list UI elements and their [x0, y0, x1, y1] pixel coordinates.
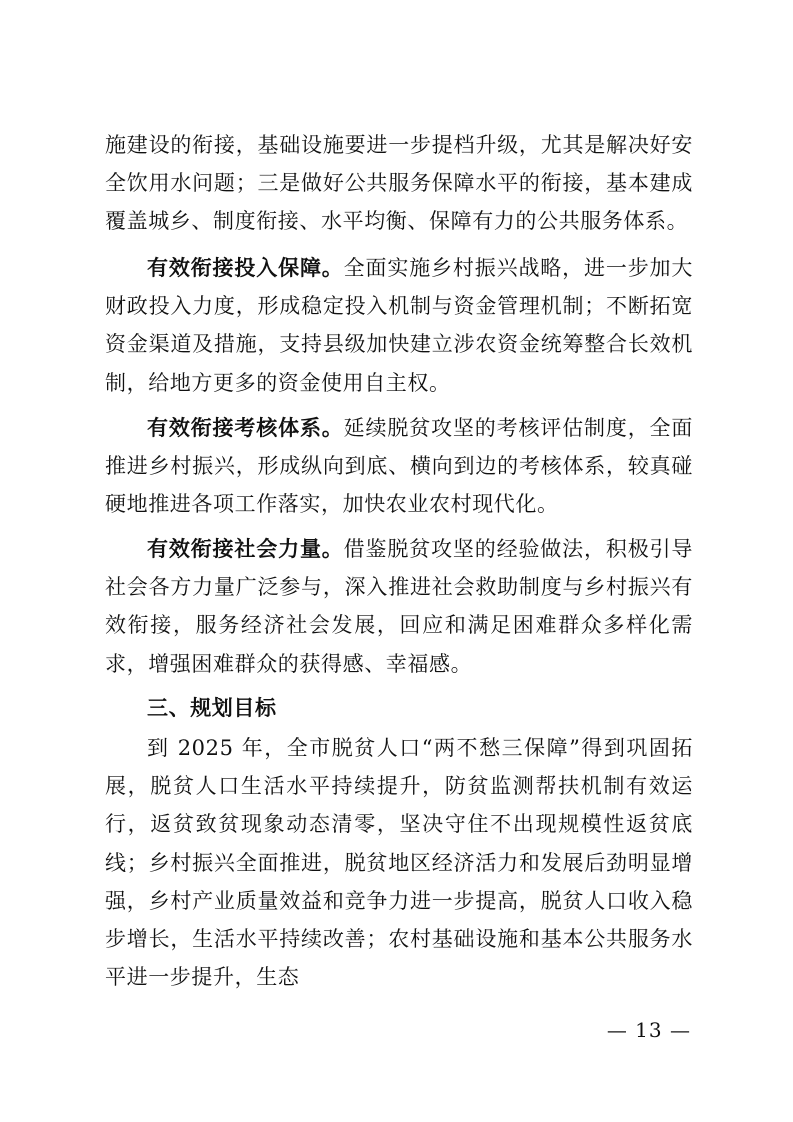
section-heading: 三、规划目标: [147, 696, 277, 720]
paragraph-text: 施建设的衔接，基础设施要进一步提档升级，尤其是解决好安全饮用水问题；三是做好公共服务保障水平的衔接，基本建成覆盖城乡、制度衔接、水平均衡、保障有力的公共服务体系。: [105, 133, 693, 234]
paragraph-public-services: [105, 126, 693, 241]
paragraph-text: 全面实施乡村振兴战略，进一步加大财政投入力度，形成稳定投入机制与资金管理机制；不断拓宽资金渠道及措施，支持县级加快建立涉农资金统筹整合长效机制，给地方更多的资金使用自主权。: [105, 256, 693, 395]
paragraph-investment-guarantee: [105, 249, 693, 402]
paragraph-text: 借鉴脱贫攻坚的经验做法，积极引导社会各方力量广泛参与，深入推进社会救助制度与乡村振兴有效衔接，服务经济社会发展，回应和满足困难群众多样化需求，增强困难群众的获得感、幸福感。: [105, 537, 693, 676]
paragraph-social-forces: [105, 530, 693, 683]
paragraph-lead: 有效衔接社会力量。: [147, 537, 344, 561]
paragraph-lead: 有效衔接考核体系。: [147, 416, 344, 440]
paragraph-lead: 有效衔接投入保障。: [147, 256, 344, 280]
paragraph-planning-targets: [105, 729, 693, 996]
page-number: — 13 —: [606, 1018, 691, 1042]
paragraph-text: 延续脱贫攻坚的考核评估制度，全面推进乡村振兴，形成纵向到底、横向到边的考核体系，较真碰硬地推进各项工作落实，加快农业农村现代化。: [105, 416, 693, 517]
paragraph-assessment-system: [105, 409, 693, 524]
paragraph-text: 到 2025 年，全市脱贫人口“两不愁三保障”得到巩固拓展，脱贫人口生活水平持续提升，防贫监测帮扶机制有效运行，返贫致贫现象动态清零，坚决守住不出现规模性返贫底线；乡村振兴全面推进，脱贫地区经济活力和发展后劲明显增强，乡村产业质量效益和竞争力进一步提高，脱贫人口收入稳步增长，生活水平持续改善；农村基础设施和基本公共服务水平进一步提升，生态: [105, 736, 693, 990]
